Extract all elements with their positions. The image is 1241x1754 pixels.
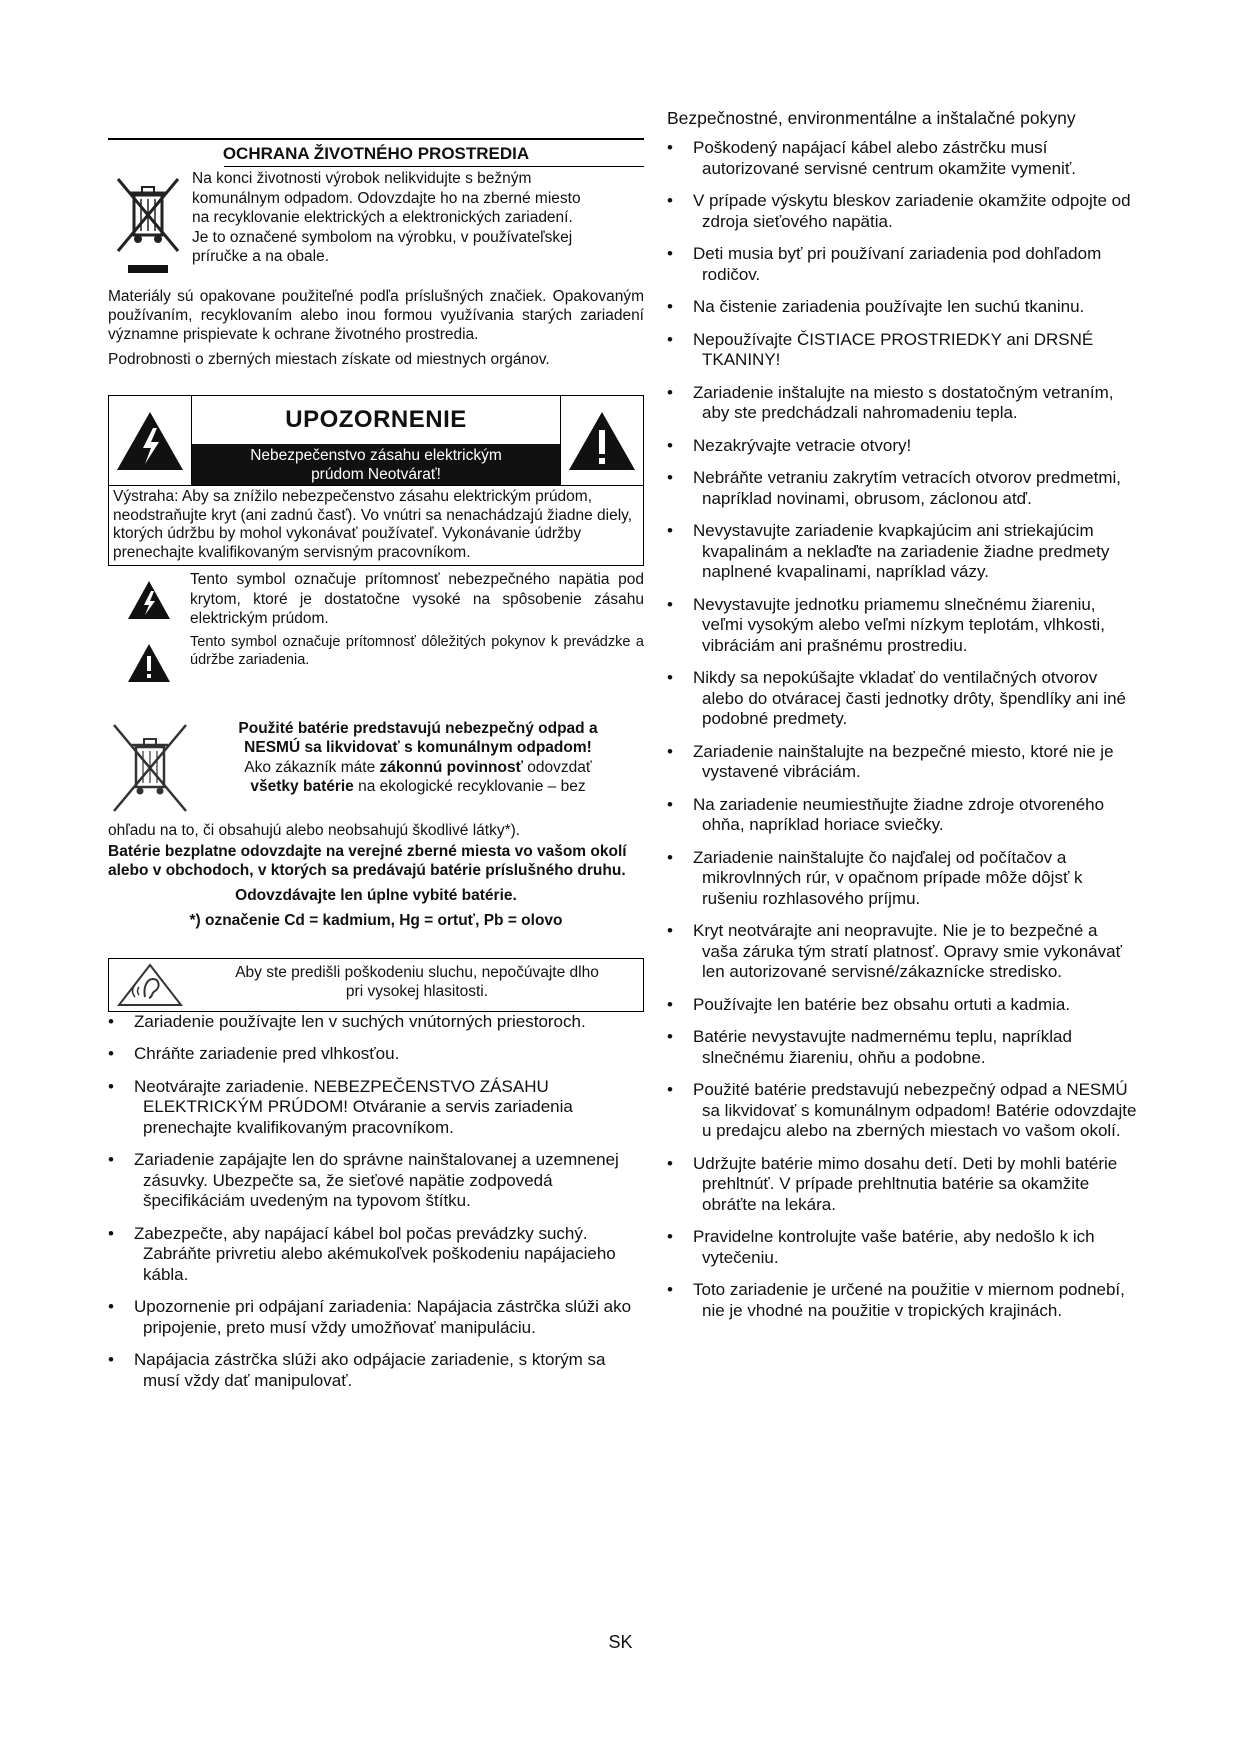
- hearing-warning-box: [108, 958, 644, 1012]
- bullet-text: • Na zariadenie neumiestňujte žiadne zdroje otvoreného ohňa, napríklad horiace sviečky.: [693, 794, 1105, 834]
- bullet-item: [667, 668, 1137, 730]
- bullet-text: • Používajte len batérie bez obsahu ortuti a kadmia.: [693, 994, 1071, 1014]
- bullet-text: • Nepoužívajte ČISTIACE PROSTRIEDKY ani DRSNÉ TKANINY!: [693, 329, 1094, 369]
- bullet-text: • Zariadenie používajte len v suchých vnútorných priestoroch.: [134, 1011, 586, 1031]
- env-line: príručke a na obale.: [192, 248, 330, 265]
- bullet-text: • Použité batérie predstavujú nebezpečný odpad a NESMÚ sa likvidovať s komunálnym odpadom! Batérie odovzdajte u predajcu alebo na zberných miestach vo vašom okolí.: [693, 1080, 1137, 1140]
- warning-subtitle: [192, 444, 560, 485]
- battery-footnote: *) označenie Cd = kadmium, Hg = ortuť, Pb = olovo: [189, 911, 563, 929]
- env-line: Na konci životnosti výrobok nelikvidujte s bežným: [192, 170, 532, 187]
- battery-line3b: zákonnú povinnosť: [379, 758, 523, 776]
- env-text: [188, 169, 581, 281]
- crossed-bin-icon: [108, 719, 192, 819]
- battery-para2: Batérie bezplatne odovzdajte na verejné zberné miesta vo vašom okolí alebo v obchodoch, v ktorých sa predávajú batérie príslušného druhu.: [108, 842, 627, 879]
- env-row: [108, 169, 644, 281]
- lightning-triangle-icon: [109, 396, 192, 485]
- bullet-item: [108, 1350, 644, 1391]
- env-line: Je to označené symbolom na výrobku, v používateľskej: [192, 228, 573, 246]
- warning-body: Výstraha: Aby sa znížilo nebezpečenstvo zásahu elektrickým prúdom, neodstraňujte kryt (ani zadnú časť). Vo vnútri sa nenachádzajú žiadne diely, ktorých údržbu by mohol vykonávať používateľ. Vykonávanie údržby prenechajte kvalifikovaným servisným pracovníkom.: [113, 488, 633, 561]
- bullet-item: [667, 595, 1137, 657]
- bullet-item: [667, 1280, 1137, 1321]
- bullet-text: • Neotvárajte zariadenie. NEBEZPEČENSTVO ZÁSAHU ELEKTRICKÝM PRÚDOM! Otváranie a servis zariadenia prenechajte kvalifikovaným pracovníkom.: [134, 1076, 573, 1137]
- battery-line4a: všetky batérie: [250, 778, 354, 795]
- battery-line2: NESMÚ sa likvidovať s komunálnym odpadom!: [244, 739, 592, 756]
- bullet-text: • Toto zariadenie je určené na použitie v miernom podnebí, nie je vhodné na použitie v tropických krajinách.: [693, 1280, 1125, 1320]
- battery-line3c: odovzdať: [523, 758, 592, 776]
- bullet-text: • Zabezpečte, aby napájací kábel bol počas prevádzky suchý. Zabráňte privretiu alebo akémukoľvek poškodeniu napájacieho kábla.: [134, 1223, 616, 1284]
- bullet-item: [108, 1297, 644, 1338]
- left-bullet-list: [108, 1012, 644, 1392]
- env-title: OCHRANA ŽIVOTNÉHO PROSTREDIA: [222, 144, 530, 163]
- right-column: [667, 108, 1137, 1333]
- env-line: na recyklovanie elektrických a elektronických zariadení.: [192, 209, 573, 226]
- bullet-text: • Na čistenie zariadenia používajte len suchú tkaninu.: [693, 297, 1085, 316]
- bullet-text: • Nikdy sa nepokúšajte vkladať do ventilačných otvorov alebo do otváracej časti jednotky drôty, špendlíky ani iné podobné predmety.: [693, 668, 1126, 728]
- bullet-item: [667, 330, 1137, 371]
- bullet-item: [667, 1080, 1137, 1142]
- bullet-item: [667, 795, 1137, 836]
- battery-para3: Odovzdávajte len úplne vybité batérie.: [235, 886, 517, 904]
- bullet-text: • Zariadenie nainštalujte na bezpečné miesto, ktoré nie je vystavené vibráciám.: [693, 741, 1114, 781]
- bullet-text: • Nebráňte vetraniu zakrytím vetracích otvorov predmetmi, napríklad novinami, obrusom, záclonou atď.: [693, 468, 1121, 508]
- hearing-line1: Aby ste predišli poškodeniu sluchu, nepočúvajte dlho: [235, 963, 599, 981]
- bullet-item: [667, 1227, 1137, 1268]
- lightning-triangle-icon: [108, 570, 190, 629]
- bullet-item: [667, 1154, 1137, 1216]
- symbol-row-voltage: [108, 570, 644, 629]
- bullet-item: [667, 521, 1137, 583]
- env-paragraph-materials: Materiály sú opakovane použiteľné podľa príslušných značiek. Opakovaným používaním, recyklovaním alebo inou formou využívania starých zariadení významne prispievate k ochrane životného prostredia.: [108, 288, 644, 343]
- warning-title: UPOZORNENIE: [285, 406, 467, 433]
- bullet-item: [667, 468, 1137, 509]
- warning-subtitle-line1: Nebezpečenstvo zásahu elektrickým: [250, 447, 502, 464]
- bullet-text: • Nezakrývajte vetracie otvory!: [693, 435, 912, 455]
- battery-intro: [192, 719, 644, 819]
- bullet-item: [108, 1224, 644, 1286]
- bullet-text: • Nevystavujte jednotku priamemu slnečnému žiareniu, veľmi vysokým alebo veľmi nízkym teplotám, vlhkosti, vibráciám ani prašnému prostrediu.: [693, 594, 1105, 655]
- bullet-item: [667, 848, 1137, 910]
- warning-header: [109, 396, 643, 486]
- bullet-text: • Poškodený napájací kábel alebo zástrčku musí autorizované servisné centrum okamžite vymeniť.: [693, 138, 1076, 178]
- bullet-item: [667, 995, 1137, 1016]
- battery-line4b: na ekologické recyklovanie – bez: [353, 778, 586, 795]
- bullet-item: [667, 436, 1137, 457]
- exclamation-triangle-icon: [560, 396, 643, 485]
- bullet-item: [667, 138, 1137, 179]
- env-top-rule: [108, 138, 644, 140]
- bullet-text: • Upozornenie pri odpájaní zariadenia: Napájacia zástrčka slúži ako pripojenie, preto musí vždy umožňovať manipuláciu.: [134, 1297, 632, 1337]
- instructions-symbol-text: Tento symbol označuje prítomnosť dôležitých pokynov k prevádzke a údržbe zariadenia.: [190, 633, 644, 668]
- hearing-warning-icon: [109, 959, 191, 1011]
- bullet-text: • Zariadenie zapájajte len do správne nainštalovanej a uzemnenej zásuvky. Ubezpečte sa, že sieťové napätie zodpovedá špecifikáciám uvedeným na typovom štítku.: [134, 1150, 619, 1210]
- bullet-item: [108, 1012, 644, 1033]
- battery-section: [108, 719, 644, 930]
- bullet-item: [667, 191, 1137, 232]
- bullet-item: [108, 1077, 644, 1139]
- env-paragraph-details: Podrobnosti o zberných miestach získate od miestnych orgánov.: [108, 351, 550, 368]
- bullet-item: [667, 297, 1137, 318]
- left-column: [108, 138, 644, 1403]
- env-line: komunálnym odpadom. Odovzdajte ho na zberné miesto: [192, 189, 581, 207]
- bullet-text: • Nevystavujte zariadenie kvapkajúcim ani striekajúcim kvapalinám a neklaďte na zariadenie žiadne predmety naplnené kvapalinami, napríklad vázy.: [693, 521, 1110, 581]
- battery-line4: [192, 777, 644, 797]
- exclamation-triangle-icon: [108, 633, 190, 683]
- bullet-text: • Pravidelne kontrolujte vaše batérie, aby nedošlo k ich vytečeniu.: [693, 1227, 1095, 1267]
- bullet-item: [667, 742, 1137, 783]
- crossed-bin-icon: [108, 169, 188, 281]
- hearing-line2: pri vysokej hlasitosti.: [345, 983, 489, 1000]
- bullet-item: [667, 383, 1137, 424]
- battery-row: [108, 719, 644, 819]
- bullet-text: • Chráňte zariadenie pred vlhkosťou.: [134, 1044, 400, 1063]
- bullet-text: • Zariadenie inštalujte na miesto s dostatočným vetraním, aby ste predchádzali nahromadeniu tepla.: [693, 382, 1114, 422]
- right-bullet-list: [667, 138, 1137, 1321]
- bullet-item: [667, 921, 1137, 983]
- bullet-text: • Zariadenie nainštalujte čo najďalej od počítačov a mikrovlnných rúr, v opačnom prípade môže dôjsť k rušeniu rozhlasového príjmu.: [693, 847, 1083, 908]
- bullet-text: • Napájacia zástrčka slúži ako odpájacie zariadenie, s ktorým sa musí vždy dať manipulovať.: [134, 1350, 606, 1390]
- bullet-item: [108, 1044, 644, 1065]
- battery-para1: ohľadu na to, či obsahujú alebo neobsahujú škodlivé látky*).: [108, 821, 521, 839]
- battery-line3a: Ako zákazník máte: [244, 758, 380, 776]
- bullet-text: • Deti musia byť pri používaní zariadenia pod dohľadom rodičov.: [693, 244, 1102, 284]
- warning-center: [192, 396, 560, 485]
- battery-line3: [192, 758, 644, 778]
- hearing-warning-text: [191, 959, 643, 1011]
- bullet-text: • Batérie nevystavujte nadmernému teplu, napríklad slnečnému žiareniu, ohňu a podobne.: [693, 1027, 1072, 1067]
- warning-subtitle-line2: prúdom Neotvárať!: [311, 466, 441, 483]
- bullet-text: • Kryt neotvárajte ani neopravujte. Nie je to bezpečné a vaša záruka tým stratí platnosť. Opravy smie vykonávať len autorizované servisné/zákaznícke stredisko.: [693, 921, 1122, 981]
- bullet-text: • Udržujte batérie mimo dosahu detí. Deti by mohli batérie prehltnúť. V prípade prehltnutia batérie sa okamžite obráťte na lekára.: [693, 1153, 1118, 1214]
- voltage-symbol-text: Tento symbol označuje prítomnosť nebezpečného napätia pod krytom, ktoré je dostatočne vysoké na spôsobenie zásahu elektrickým prúdom.: [190, 571, 644, 627]
- page-footer-language: SK: [608, 1632, 633, 1652]
- symbol-row-instructions: [108, 633, 644, 683]
- right-heading: Bezpečnostné, environmentálne a inštalačné pokyny: [667, 108, 1076, 128]
- warning-box: [108, 395, 644, 566]
- bullet-item: [667, 1027, 1137, 1068]
- battery-line1: Použité batérie predstavujú nebezpečný odpad a: [238, 719, 598, 737]
- bullet-item: [667, 244, 1137, 285]
- bullet-text: • V prípade výskytu bleskov zariadenie okamžite odpojte od zdroja sieťového napätia.: [693, 191, 1131, 231]
- bullet-item: [108, 1150, 644, 1212]
- env-title-rule: [224, 166, 644, 167]
